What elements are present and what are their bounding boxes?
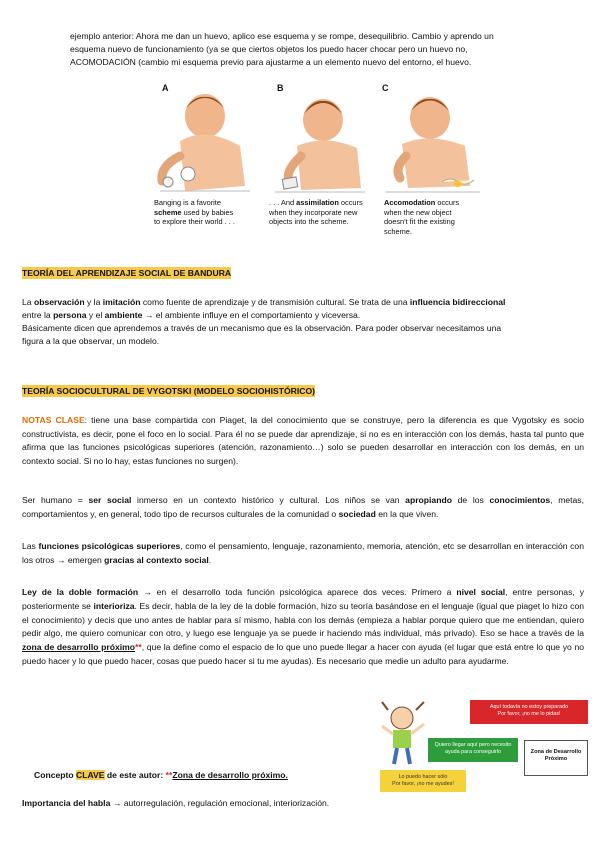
baby-illustration (150, 86, 255, 201)
importancia-habla-line: Importancia del habla → autorregulación, regulación emocional, interiorización. (22, 798, 330, 808)
section-title: TEORÍA DEL APRENDIZAJE SOCIAL DE BANDURA (22, 268, 232, 278)
caption-line: used by babies (181, 207, 234, 217)
caption-line: scheme. (384, 226, 412, 236)
caption-line: doesn't fit the existing (384, 217, 455, 226)
baby-illustration (380, 86, 485, 201)
text-line: ejemplo anterior: Ahora me dan un huevo, aplico ese esquema y se rompe, desequilibrio. Cambio y aprendo un (70, 31, 494, 41)
concepto-clave-line: Concepto CLAVE de este autor: **Zona de desarrollo próximo. (34, 770, 288, 780)
notas-clase-paragraph: NOTAS CLASE: tiene una base compartida con Piaget, la del conocimiento que se construye, pero la diferencia es que Vygotsky es socio constructivista, es decir, pone el foco en lo social. Para él no se puede dar aprendizaje, si no es en interacción con los demás, hasta tal punto que afirma que las funciones psicológicas superiores (atención, razonamiento…) solo se pueden desarrollar en interacción con los demás, en un contexto social. Si no lo hay, estas funciones no surgen). (22, 415, 584, 466)
clave-highlight: CLAVE (76, 770, 105, 780)
notas-label: NOTAS CLASE (22, 415, 85, 425)
piaget-figure (150, 80, 490, 250)
panel-letter: A (162, 83, 169, 93)
zpd-graphic (380, 700, 590, 795)
caption-line: when the new object (384, 207, 452, 217)
figure-panel-a (150, 80, 255, 250)
caption-line: objects into the scheme. (269, 217, 349, 226)
caption-line: Banging is a favorite (154, 198, 221, 207)
zpd-mid-box: Quiero llegar aquí pero necesito ayuda para conseguirlo (428, 738, 518, 762)
child-cartoon-icon (380, 700, 430, 770)
figure-caption-a (154, 198, 254, 227)
intro-paragraph (70, 30, 550, 69)
vygotsky-heading (22, 385, 315, 398)
panel-letter: B (277, 83, 284, 93)
ser-humano-paragraph: Ser humano = ser social inmerso en un contexto histórico y cultural. Los niños se van apropiando de los conocimientos, metas, comportamientos y, en general, todo tipo de recursos culturales de la comunidad o sociedad en la que viven. (22, 495, 584, 519)
caption-bold: scheme (154, 207, 182, 217)
bandura-paragraph: La observación y la imitación como fuente de aprendizaje y de transmisión cultural. Se trata de una influencia bidireccional entre la persona y el ambiente → el ambiente influye en el comportamiento y viceversa. Básicamente dicen que aprendemos a través de un mecanismo que es la observación. Para poder observar necesitamos una figura a la que observar, un modelo. (22, 297, 506, 346)
caption-bold: assimilation (296, 198, 339, 207)
ley-doble-formacion-paragraph: Ley de la doble formación → en el desarrollo toda función psicológica aparece dos veces. Primero a nivel social, entre personas, y posteriormente se interioriza. Es decir, habla de la ley de la doble formación, hizo su teoría basándose en el lenguaje (igual que piaget lo hizo con el conocimiento) y decis que uno antes de hablar para sí mismo, habla con los demás (empieza a hablar porque quiero que me entiendan, quiero pedir algo, me quiero comunicar con otro, y luego ese lenguaje ya se puede ir haciendo más individual, más privado). Eso se hace a través de la zona de desarrollo próximo**, que la define como el espacio de lo que uno puede llegar a hacer con ayuda (el lugar que está entre lo que yo no puedo hacer y lo que puedo hacer, cosas que puedo hacer si tu me ayudas). Es necesario que medie un adulto para ayudarme. (22, 587, 585, 666)
figure-panel-b (265, 80, 370, 250)
funciones-paragraph: Las funciones psicológicas superiores, como el pensamiento, lenguaje, razonamiento, memoria, atención, etc se desarrollan en interacción con los otros → emergen gracias al contexto social. (22, 541, 584, 565)
baby-illustration (265, 86, 370, 201)
caption-line: to explore their world . . . (154, 217, 235, 226)
caption-line: occurs (435, 198, 460, 207)
caption-line: occurs (338, 198, 363, 207)
panel-letter: C (382, 83, 389, 93)
zpd-label-box: Zona de Desarrollo Próximo (524, 740, 588, 776)
section-title: TEORÍA SOCIOCULTURAL DE VYGOTSKI (MODELO SOCIOHISTÓRICO) (22, 386, 315, 396)
zpd-low-box: Lo puedo hacer sólo Por favor, ¡no me ayudes! (380, 770, 466, 792)
zpd-top-box: Aquí todavía no estoy preparado Por favor, ¡no me lo pidas! (470, 700, 588, 724)
text-line: ACOMODACIÓN (cambio mi esquema previo para ajustarme a un elemento nuevo del entorno, el huevo. (70, 57, 472, 67)
caption-line: when they incorporate new (269, 207, 358, 217)
text-line: esquema nuevo de funcionamiento (ya se que ciertos objetos los puedo hacer chocar pero un huevo no, (70, 44, 468, 54)
figure-caption-c (384, 198, 484, 236)
bandura-heading (22, 267, 231, 280)
figure-caption-b (269, 198, 369, 227)
caption-bold: Accomodation (384, 198, 436, 207)
caption-line: . . . And (269, 198, 297, 207)
figure-panel-c (380, 80, 485, 250)
